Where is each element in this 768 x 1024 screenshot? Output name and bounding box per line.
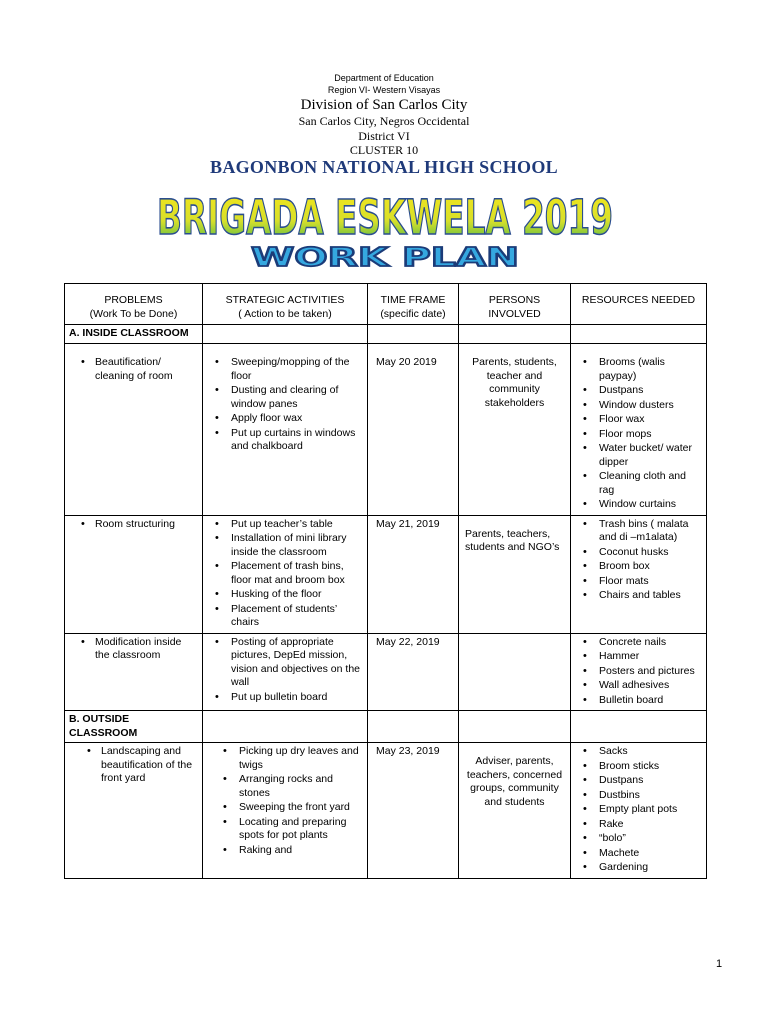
table-row: [65, 344, 707, 516]
list-item: • Picking up dry leaves and twigs: [215, 745, 363, 772]
list-item: • Floor mops: [575, 428, 702, 442]
list-item: • Posting of appropriate pictures, DepEd mission, vision and objectives on the wall: [207, 636, 363, 690]
list-item: • Bulletin board: [575, 694, 702, 708]
list-item: • Window curtains: [575, 498, 702, 512]
time-cell: May 20 2019: [368, 344, 459, 516]
list-item: • Dusting and clearing of window panes: [207, 384, 363, 411]
list-item: • Coconut husks: [575, 546, 702, 560]
city-line: San Carlos City, Negros Occidental: [298, 114, 470, 128]
problem-cell: [65, 515, 203, 633]
list-item: • Floor mats: [575, 575, 702, 589]
list-item: • “bolo”: [575, 832, 702, 846]
list-item: • Chairs and tables: [575, 589, 702, 603]
list-item: • Sweeping/mopping of the floor: [207, 356, 363, 383]
list-item: • Window dusters: [575, 399, 702, 413]
list-item: • Locating and preparing spots for pot plants: [215, 816, 363, 843]
resources-cell: [571, 633, 707, 711]
list-item: • Put up teacher’s table: [207, 518, 363, 532]
resources-cell: [571, 515, 707, 633]
section-row-outside: [65, 711, 707, 743]
persons-cell: Parents, teachers, students and NGO’s: [459, 515, 571, 633]
list-item: • Water bucket/ water dipper: [575, 442, 702, 469]
list-item: • Installation of mini library inside the classroom: [207, 532, 363, 559]
persons-cell: [459, 633, 571, 711]
table-header-row: [65, 284, 707, 325]
list-item: • Sweeping the front yard: [215, 801, 363, 815]
section-a-label: A. INSIDE CLASSROOM: [65, 325, 203, 344]
table-row: [65, 633, 707, 711]
list-item: • Trash bins ( malata and di –m1alata): [575, 518, 702, 545]
list-item: • Concrete nails: [575, 636, 702, 650]
list-item: • Husking of the floor: [207, 588, 363, 602]
table-row: [65, 743, 707, 879]
list-item: • Arranging rocks and stones: [215, 773, 363, 800]
list-item: • Machete: [575, 847, 702, 861]
problem-cell: [65, 633, 203, 711]
header-activities: STRATEGIC ACTIVITIES ( Action to be taken): [203, 284, 368, 325]
list-item: • Wall adhesives: [575, 679, 702, 693]
list-item: • Broom sticks: [575, 760, 702, 774]
table-row: [65, 515, 707, 633]
list-item: • Placement of trash bins, floor mat and broom box: [207, 560, 363, 587]
activities-cell: [203, 633, 368, 711]
list-item: • Dustpans: [575, 774, 702, 788]
resources-cell: [571, 344, 707, 516]
list-item: • Gardening: [575, 861, 702, 875]
department-line: Department of Education: [334, 73, 434, 83]
list-item: • Hammer: [575, 650, 702, 664]
school-name: BAGONBON NATIONAL HIGH SCHOOL: [210, 157, 558, 177]
banner-title: BRIGADA ESKWELA 2019: [157, 190, 613, 246]
cluster-line: CLUSTER 10: [349, 143, 419, 157]
header-resources: RESOURCES NEEDED: [571, 284, 707, 325]
list-item: • Modification inside the classroom: [69, 636, 198, 663]
list-item: • Dustpans: [575, 384, 702, 398]
activities-cell: [203, 515, 368, 633]
division-line: Division of San Carlos City: [300, 97, 468, 113]
header-persons: PERSONS INVOLVED: [459, 284, 571, 325]
section-b-label: B. OUTSIDE CLASSROOM: [65, 711, 203, 743]
header-time-frame: TIME FRAME (specific date): [368, 284, 459, 325]
banner-subtitle: WORK PLAN: [251, 243, 519, 273]
list-item: • Put up curtains in windows and chalkboard: [207, 427, 363, 454]
list-item: • Dustbins: [575, 789, 702, 803]
time-cell: May 21, 2019: [368, 515, 459, 633]
list-item: • Floor wax: [575, 413, 702, 427]
list-item: • Sacks: [575, 745, 702, 759]
problem-cell: [65, 344, 203, 516]
list-item: • Beautification/ cleaning of room: [69, 356, 198, 383]
page-number: 1: [716, 958, 723, 970]
resources-cell: [571, 743, 707, 879]
list-item: • Put up bulletin board: [207, 691, 363, 705]
list-item: • Brooms (walis paypay): [575, 356, 702, 383]
list-item: • Empty plant pots: [575, 803, 702, 817]
header-problems: PROBLEMS (Work To be Done): [65, 284, 203, 325]
district-line: District VI: [358, 129, 410, 143]
persons-cell: Adviser, parents, teachers, concerned groups, community and students: [459, 743, 571, 879]
activities-cell: [203, 344, 368, 516]
activities-cell: [203, 743, 368, 879]
list-item: • Broom box: [575, 560, 702, 574]
section-row-inside: [65, 325, 707, 344]
list-item: • Room structuring: [69, 518, 198, 532]
list-item: • Raking and: [215, 844, 363, 858]
time-cell: May 22, 2019: [368, 633, 459, 711]
work-plan-table: [64, 283, 707, 879]
persons-cell: Parents, students, teacher and community stakeholders: [459, 344, 571, 516]
list-item: • Landscaping and beautification of the front yard: [75, 745, 198, 786]
list-item: • Placement of students’ chairs: [207, 603, 363, 630]
time-cell: May 23, 2019: [368, 743, 459, 879]
brigada-banner: [140, 188, 630, 273]
region-line: Region VI- Western Visayas: [327, 85, 441, 95]
list-item: • Cleaning cloth and rag: [575, 470, 702, 497]
list-item: • Rake: [575, 818, 702, 832]
list-item: • Posters and pictures: [575, 665, 702, 679]
problem-cell: [65, 743, 203, 879]
list-item: • Apply floor wax: [207, 412, 363, 426]
